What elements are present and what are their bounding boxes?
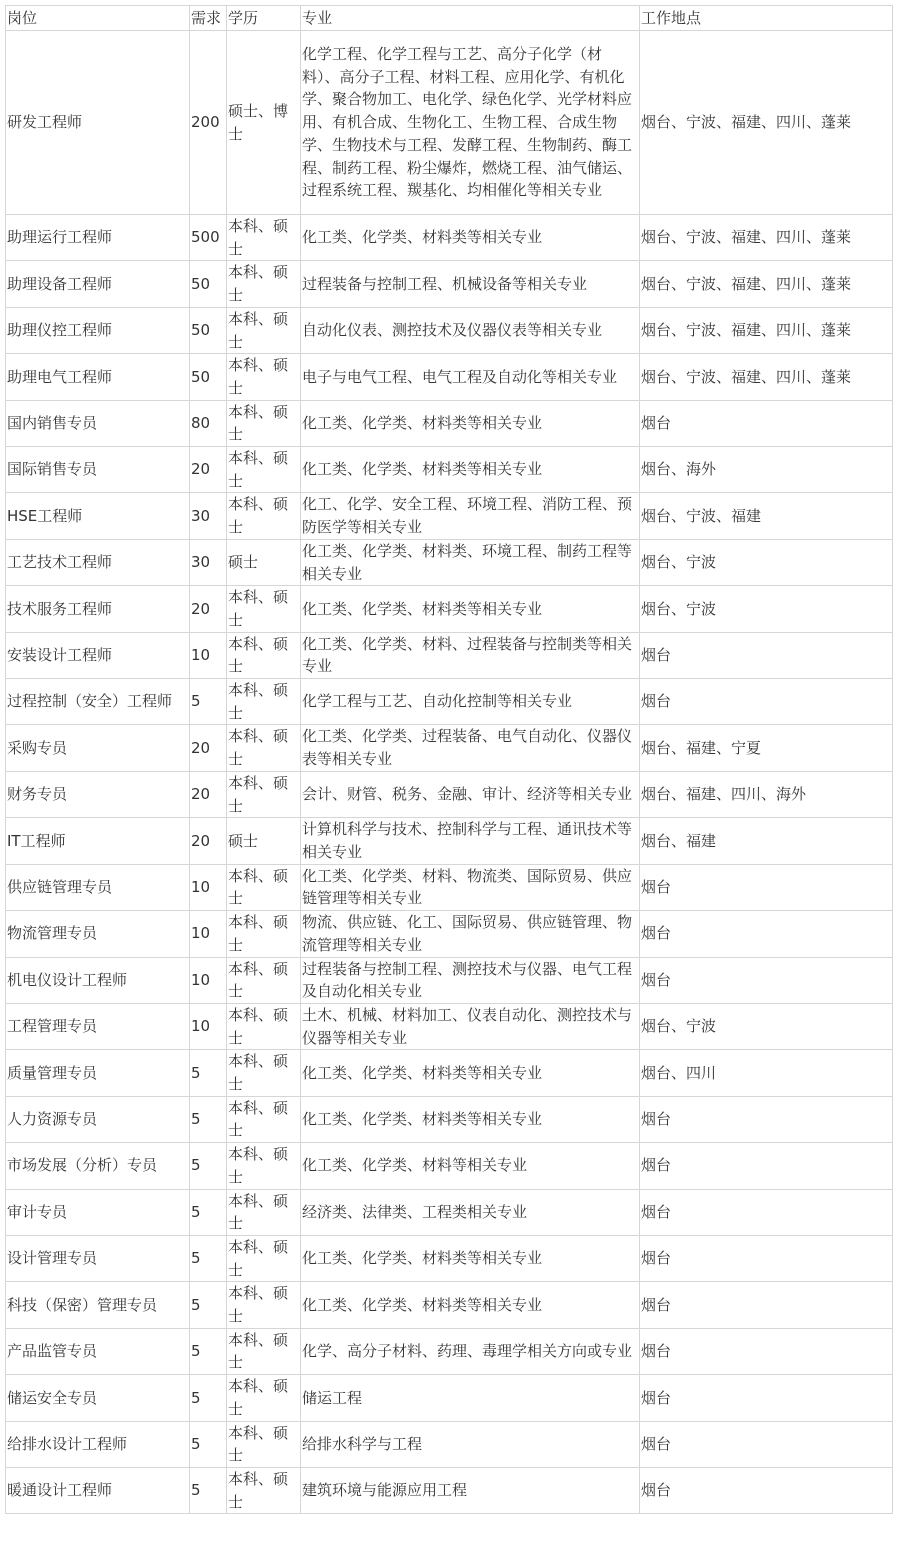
cell-demand: 50 bbox=[190, 307, 227, 353]
cell-education: 本科、硕士 bbox=[227, 1096, 301, 1142]
table-row bbox=[6, 632, 893, 678]
table-row bbox=[6, 911, 893, 957]
cell-demand: 20 bbox=[190, 586, 227, 632]
cell-location: 烟台 bbox=[640, 1282, 893, 1328]
cell-major: 化工类、化学类、材料类等相关专业 bbox=[301, 447, 640, 493]
cell-location: 烟台、宁波 bbox=[640, 1003, 893, 1049]
table-row bbox=[6, 307, 893, 353]
cell-major: 化工类、化学类、材料类等相关专业 bbox=[301, 1050, 640, 1096]
table-row bbox=[6, 447, 893, 493]
cell-position: 科技（保密）管理专员 bbox=[6, 1282, 190, 1328]
cell-demand: 5 bbox=[190, 1096, 227, 1142]
cell-location: 烟台 bbox=[640, 1328, 893, 1374]
cell-position: 助理运行工程师 bbox=[6, 215, 190, 261]
cell-education: 本科、硕士 bbox=[227, 493, 301, 539]
cell-position: 财务专员 bbox=[6, 771, 190, 817]
cell-location: 烟台、宁波、福建、四川、蓬莱 bbox=[640, 354, 893, 400]
cell-demand: 20 bbox=[190, 725, 227, 771]
cell-demand: 5 bbox=[190, 1328, 227, 1374]
cell-major: 化学、高分子材料、药理、毒理学相关方向或专业 bbox=[301, 1328, 640, 1374]
cell-position: 研发工程师 bbox=[6, 31, 190, 215]
table-header-row bbox=[6, 6, 893, 31]
table-row bbox=[6, 1003, 893, 1049]
table-row bbox=[6, 679, 893, 725]
cell-major: 过程装备与控制工程、测控技术与仪器、电气工程及自动化相关专业 bbox=[301, 957, 640, 1003]
cell-education: 本科、硕士 bbox=[227, 1421, 301, 1467]
cell-demand: 5 bbox=[190, 1467, 227, 1513]
cell-location: 烟台、福建、宁夏 bbox=[640, 725, 893, 771]
cell-demand: 20 bbox=[190, 447, 227, 493]
cell-major: 化工类、化学类、材料、过程装备与控制类等相关专业 bbox=[301, 632, 640, 678]
cell-position: 市场发展（分析）专员 bbox=[6, 1143, 190, 1189]
cell-education: 本科、硕士 bbox=[227, 771, 301, 817]
cell-location: 烟台 bbox=[640, 632, 893, 678]
cell-major: 过程装备与控制工程、机械设备等相关专业 bbox=[301, 261, 640, 307]
cell-location: 烟台 bbox=[640, 1467, 893, 1513]
cell-location: 烟台 bbox=[640, 1421, 893, 1467]
cell-location: 烟台、福建 bbox=[640, 818, 893, 864]
cell-location: 烟台、四川 bbox=[640, 1050, 893, 1096]
cell-major: 化工类、化学类、材料、物流类、国际贸易、供应链管理等相关专业 bbox=[301, 864, 640, 910]
table-row bbox=[6, 1467, 893, 1513]
cell-location: 烟台、宁波、福建 bbox=[640, 493, 893, 539]
cell-position: 助理设备工程师 bbox=[6, 261, 190, 307]
cell-major: 经济类、法律类、工程类相关专业 bbox=[301, 1189, 640, 1235]
cell-demand: 5 bbox=[190, 1143, 227, 1189]
cell-location: 烟台、宁波、福建、四川、蓬莱 bbox=[640, 307, 893, 353]
table-row bbox=[6, 261, 893, 307]
table-row bbox=[6, 1235, 893, 1281]
cell-position: 产品监管专员 bbox=[6, 1328, 190, 1374]
table-row bbox=[6, 1096, 893, 1142]
cell-demand: 20 bbox=[190, 818, 227, 864]
cell-location: 烟台 bbox=[640, 1096, 893, 1142]
header-location: 工作地点 bbox=[640, 6, 893, 31]
cell-major: 建筑环境与能源应用工程 bbox=[301, 1467, 640, 1513]
cell-major: 化学工程、化学工程与工艺、高分子化学（材料）、高分子工程、材料工程、应用化学、有机化学、聚合物加工、电化学、绿色化学、光学材料应用、有机合成、生物化工、生物工程、合成生物学、生物技术与工程、发酵工程、生物制药、酶工程、制药工程、粉尘爆炸，燃烧工程、油气储运、过程系统工程、羰基化、均相催化等相关专业 bbox=[301, 31, 640, 215]
cell-location: 烟台 bbox=[640, 679, 893, 725]
header-education: 学历 bbox=[227, 6, 301, 31]
cell-location: 烟台、宁波、福建、四川、蓬莱 bbox=[640, 261, 893, 307]
cell-demand: 10 bbox=[190, 864, 227, 910]
cell-major: 化工类、化学类、材料类等相关专业 bbox=[301, 586, 640, 632]
cell-position: 助理电气工程师 bbox=[6, 354, 190, 400]
cell-position: 设计管理专员 bbox=[6, 1235, 190, 1281]
cell-demand: 30 bbox=[190, 539, 227, 585]
cell-education: 本科、硕士 bbox=[227, 1375, 301, 1421]
cell-location: 烟台 bbox=[640, 911, 893, 957]
cell-position: 工艺技术工程师 bbox=[6, 539, 190, 585]
cell-education: 本科、硕士 bbox=[227, 307, 301, 353]
table-row bbox=[6, 215, 893, 261]
cell-education: 本科、硕士 bbox=[227, 400, 301, 446]
cell-position: 过程控制（安全）工程师 bbox=[6, 679, 190, 725]
cell-demand: 10 bbox=[190, 632, 227, 678]
cell-location: 烟台、福建、四川、海外 bbox=[640, 771, 893, 817]
table-row bbox=[6, 493, 893, 539]
cell-location: 烟台 bbox=[640, 1143, 893, 1189]
cell-education: 本科、硕士 bbox=[227, 1467, 301, 1513]
cell-location: 烟台、宁波、福建、四川、蓬莱 bbox=[640, 215, 893, 261]
cell-major: 化工类、化学类、材料类等相关专业 bbox=[301, 1096, 640, 1142]
cell-major: 化工、化学、安全工程、环境工程、消防工程、预防医学等相关专业 bbox=[301, 493, 640, 539]
cell-demand: 80 bbox=[190, 400, 227, 446]
cell-major: 化工类、化学类、材料类等相关专业 bbox=[301, 1282, 640, 1328]
cell-position: 质量管理专员 bbox=[6, 1050, 190, 1096]
cell-position: 采购专员 bbox=[6, 725, 190, 771]
cell-demand: 10 bbox=[190, 957, 227, 1003]
cell-position: 国际销售专员 bbox=[6, 447, 190, 493]
cell-major: 自动化仪表、测控技术及仪器仪表等相关专业 bbox=[301, 307, 640, 353]
cell-education: 硕士、博士 bbox=[227, 31, 301, 215]
cell-major: 化工类、化学类、过程装备、电气自动化、仪器仪表等相关专业 bbox=[301, 725, 640, 771]
table-row bbox=[6, 1421, 893, 1467]
cell-location: 烟台 bbox=[640, 864, 893, 910]
cell-education: 本科、硕士 bbox=[227, 1050, 301, 1096]
cell-location: 烟台 bbox=[640, 1189, 893, 1235]
cell-major: 化工类、化学类、材料等相关专业 bbox=[301, 1143, 640, 1189]
cell-demand: 10 bbox=[190, 911, 227, 957]
cell-location: 烟台 bbox=[640, 957, 893, 1003]
cell-location: 烟台 bbox=[640, 400, 893, 446]
cell-demand: 5 bbox=[190, 1282, 227, 1328]
cell-position: 人力资源专员 bbox=[6, 1096, 190, 1142]
cell-position: 机电仪设计工程师 bbox=[6, 957, 190, 1003]
cell-education: 本科、硕士 bbox=[227, 1003, 301, 1049]
cell-position: HSE工程师 bbox=[6, 493, 190, 539]
table-row bbox=[6, 1282, 893, 1328]
cell-location: 烟台、海外 bbox=[640, 447, 893, 493]
cell-demand: 200 bbox=[190, 31, 227, 215]
cell-location: 烟台、宁波 bbox=[640, 586, 893, 632]
cell-education: 本科、硕士 bbox=[227, 215, 301, 261]
table-row bbox=[6, 539, 893, 585]
cell-education: 本科、硕士 bbox=[227, 1282, 301, 1328]
cell-major: 给排水科学与工程 bbox=[301, 1421, 640, 1467]
cell-position: 给排水设计工程师 bbox=[6, 1421, 190, 1467]
cell-position: IT工程师 bbox=[6, 818, 190, 864]
header-demand: 需求 bbox=[190, 6, 227, 31]
cell-education: 本科、硕士 bbox=[227, 261, 301, 307]
cell-position: 暖通设计工程师 bbox=[6, 1467, 190, 1513]
table-row bbox=[6, 864, 893, 910]
cell-education: 本科、硕士 bbox=[227, 679, 301, 725]
cell-demand: 10 bbox=[190, 1003, 227, 1049]
table-row bbox=[6, 725, 893, 771]
cell-education: 硕士 bbox=[227, 539, 301, 585]
header-position: 岗位 bbox=[6, 6, 190, 31]
table-row bbox=[6, 1143, 893, 1189]
recruitment-table bbox=[5, 5, 893, 1514]
table-row bbox=[6, 818, 893, 864]
cell-major: 会计、财管、税务、金融、审计、经济等相关专业 bbox=[301, 771, 640, 817]
cell-demand: 50 bbox=[190, 354, 227, 400]
cell-demand: 500 bbox=[190, 215, 227, 261]
cell-position: 国内销售专员 bbox=[6, 400, 190, 446]
cell-demand: 5 bbox=[190, 1421, 227, 1467]
table-row bbox=[6, 771, 893, 817]
cell-education: 本科、硕士 bbox=[227, 1235, 301, 1281]
table-row bbox=[6, 354, 893, 400]
cell-education: 硕士 bbox=[227, 818, 301, 864]
cell-education: 本科、硕士 bbox=[227, 354, 301, 400]
cell-demand: 5 bbox=[190, 1235, 227, 1281]
cell-education: 本科、硕士 bbox=[227, 957, 301, 1003]
cell-major: 化工类、化学类、材料类等相关专业 bbox=[301, 215, 640, 261]
cell-location: 烟台 bbox=[640, 1235, 893, 1281]
cell-location: 烟台、宁波 bbox=[640, 539, 893, 585]
cell-demand: 50 bbox=[190, 261, 227, 307]
cell-position: 供应链管理专员 bbox=[6, 864, 190, 910]
cell-major: 土木、机械、材料加工、仪表自动化、测控技术与仪器等相关专业 bbox=[301, 1003, 640, 1049]
cell-education: 本科、硕士 bbox=[227, 1189, 301, 1235]
cell-major: 电子与电气工程、电气工程及自动化等相关专业 bbox=[301, 354, 640, 400]
cell-education: 本科、硕士 bbox=[227, 447, 301, 493]
cell-education: 本科、硕士 bbox=[227, 632, 301, 678]
cell-position: 物流管理专员 bbox=[6, 911, 190, 957]
table-row bbox=[6, 31, 893, 215]
cell-demand: 30 bbox=[190, 493, 227, 539]
cell-major: 储运工程 bbox=[301, 1375, 640, 1421]
cell-major: 化工类、化学类、材料类等相关专业 bbox=[301, 1235, 640, 1281]
cell-position: 助理仪控工程师 bbox=[6, 307, 190, 353]
cell-education: 本科、硕士 bbox=[227, 586, 301, 632]
cell-education: 本科、硕士 bbox=[227, 725, 301, 771]
cell-demand: 5 bbox=[190, 679, 227, 725]
cell-demand: 20 bbox=[190, 771, 227, 817]
cell-major: 计算机科学与技术、控制科学与工程、通讯技术等相关专业 bbox=[301, 818, 640, 864]
cell-demand: 5 bbox=[190, 1189, 227, 1235]
cell-major: 化工类、化学类、材料类、环境工程、制药工程等相关专业 bbox=[301, 539, 640, 585]
cell-major: 物流、供应链、化工、国际贸易、供应链管理、物流管理等相关专业 bbox=[301, 911, 640, 957]
table-row bbox=[6, 1050, 893, 1096]
table-row bbox=[6, 1328, 893, 1374]
header-major: 专业 bbox=[301, 6, 640, 31]
cell-location: 烟台 bbox=[640, 1375, 893, 1421]
table-row bbox=[6, 957, 893, 1003]
cell-position: 工程管理专员 bbox=[6, 1003, 190, 1049]
cell-position: 审计专员 bbox=[6, 1189, 190, 1235]
cell-position: 技术服务工程师 bbox=[6, 586, 190, 632]
cell-demand: 5 bbox=[190, 1375, 227, 1421]
cell-education: 本科、硕士 bbox=[227, 911, 301, 957]
table-body bbox=[6, 31, 893, 1514]
cell-demand: 5 bbox=[190, 1050, 227, 1096]
cell-education: 本科、硕士 bbox=[227, 1143, 301, 1189]
cell-major: 化工类、化学类、材料类等相关专业 bbox=[301, 400, 640, 446]
table-row bbox=[6, 400, 893, 446]
cell-education: 本科、硕士 bbox=[227, 1328, 301, 1374]
cell-position: 安装设计工程师 bbox=[6, 632, 190, 678]
table-row bbox=[6, 1375, 893, 1421]
table-row bbox=[6, 1189, 893, 1235]
cell-major: 化学工程与工艺、自动化控制等相关专业 bbox=[301, 679, 640, 725]
cell-education: 本科、硕士 bbox=[227, 864, 301, 910]
table-row bbox=[6, 586, 893, 632]
cell-position: 储运安全专员 bbox=[6, 1375, 190, 1421]
cell-location: 烟台、宁波、福建、四川、蓬莱 bbox=[640, 31, 893, 215]
